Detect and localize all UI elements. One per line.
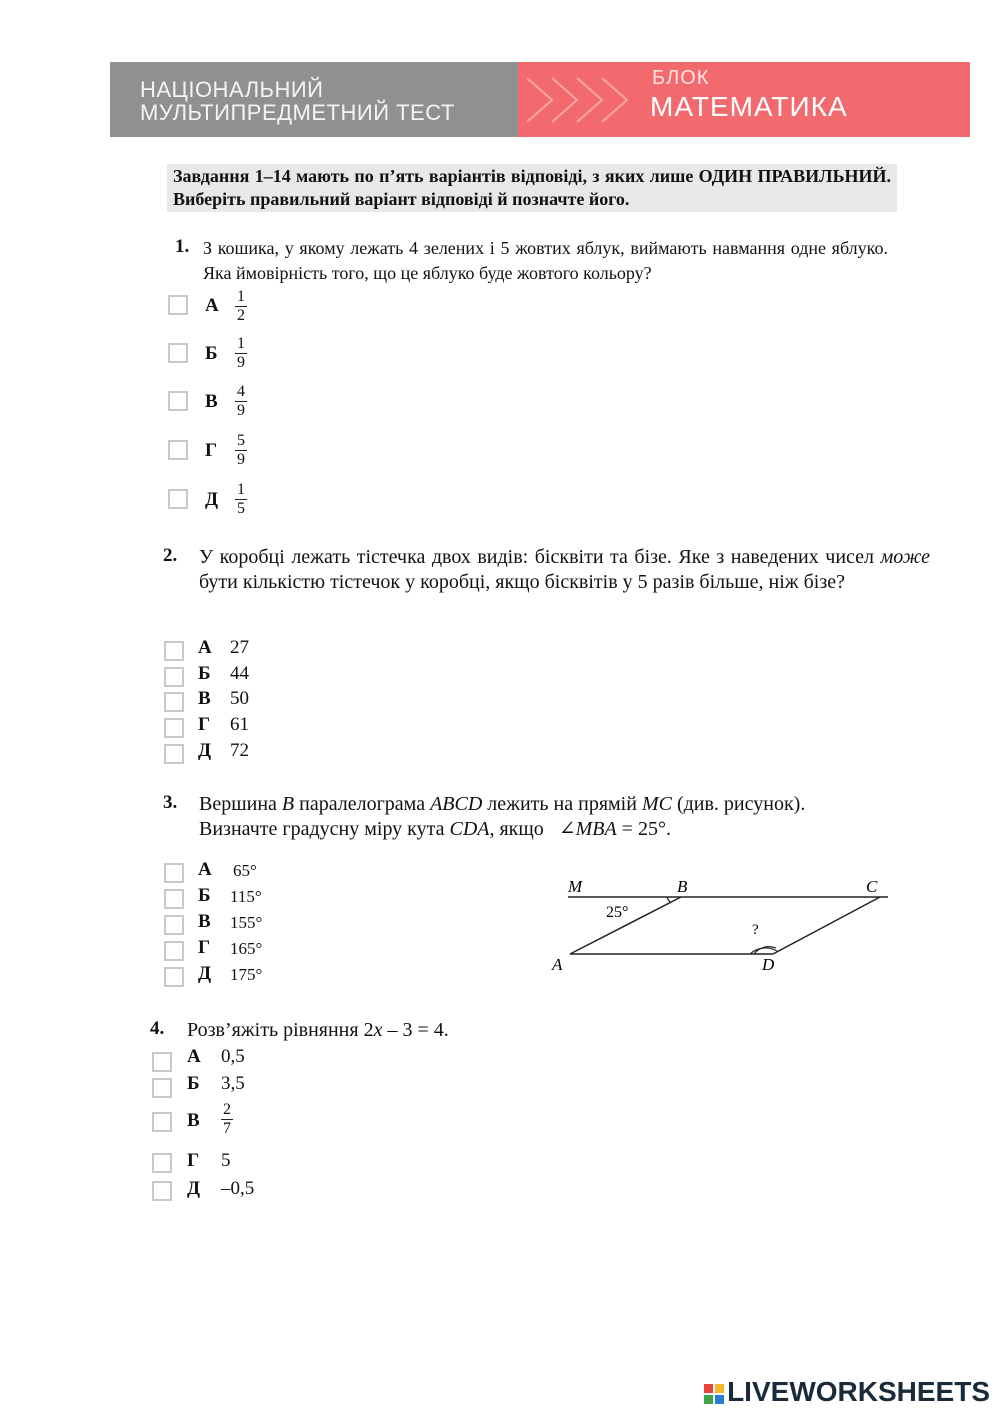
fraction-denominator: 9: [237, 354, 245, 371]
option-label: А: [187, 1046, 201, 1067]
option-value: –0,5: [221, 1178, 255, 1199]
answer-checkbox[interactable]: [164, 863, 184, 883]
point-label-d: D: [762, 955, 775, 974]
option-label: Г: [198, 714, 211, 735]
fraction-numerator: 1: [237, 481, 245, 498]
answer-checkbox[interactable]: [152, 1181, 172, 1201]
answer-checkbox[interactable]: [168, 295, 188, 315]
header-title-line1: НАЦІОНАЛЬНИЙ: [140, 77, 324, 102]
answer-checkbox[interactable]: [164, 889, 184, 909]
question-number: 1.: [175, 236, 190, 257]
liveworksheets-watermark: [704, 1376, 990, 1408]
option-value: 115°: [230, 887, 262, 906]
fraction-numerator: 1: [237, 335, 245, 352]
option-label: Д: [187, 1178, 201, 1199]
option-label: В: [187, 1110, 200, 1131]
option-fraction: [235, 383, 247, 420]
option-label: Г: [205, 440, 218, 461]
option-label: Б: [198, 885, 211, 906]
answer-checkbox[interactable]: [164, 967, 184, 987]
parallelogram-figure: [540, 870, 900, 980]
answer-checkbox[interactable]: [164, 915, 184, 935]
option-label: Б: [205, 343, 218, 364]
option-value: 165°: [230, 939, 263, 958]
point-label-a: A: [552, 955, 563, 974]
question-text: З кошика, у якому лежать 4 зелених і 5 жовтих яблук, виймають навмання одне яблуко. Яка ймовірність того, що це яблуко буде жовтого кольору?: [203, 238, 888, 283]
option-value: 27: [230, 637, 249, 658]
point-label-b: B: [677, 877, 688, 896]
option-label: А: [205, 295, 219, 316]
fraction-numerator: 5: [237, 432, 245, 449]
option-fraction: [235, 288, 247, 325]
fraction-denominator: 2: [237, 307, 245, 324]
angle-arc-mbA: [667, 897, 671, 903]
answer-checkbox[interactable]: [168, 440, 188, 460]
point-label-m: M: [568, 877, 583, 896]
option-fraction: [235, 481, 247, 518]
question-number: 2.: [163, 545, 178, 566]
option-label: Б: [187, 1073, 200, 1094]
option-value: 61: [230, 714, 249, 735]
option-label: Г: [198, 937, 211, 958]
fraction-numerator: 1: [237, 288, 245, 305]
option-value: 155°: [230, 913, 263, 932]
option-value: 65°: [233, 861, 257, 880]
option-fraction: [235, 335, 247, 372]
watermark-text: LIVEWORKSHEETS: [727, 1376, 990, 1407]
option-label: А: [198, 637, 212, 658]
question-number: 3.: [163, 792, 178, 813]
answer-checkbox[interactable]: [152, 1052, 172, 1072]
fraction-numerator: 4: [237, 383, 245, 400]
answer-checkbox[interactable]: [152, 1153, 172, 1173]
fraction-denominator: 7: [223, 1120, 231, 1137]
header-title-line2: МУЛЬТИПРЕДМЕТНИЙ ТЕСТ: [140, 100, 455, 125]
option-label: В: [205, 391, 218, 412]
answer-checkbox[interactable]: [164, 692, 184, 712]
answer-checkbox[interactable]: [152, 1078, 172, 1098]
option-value: 5: [221, 1150, 231, 1171]
option-label: Д: [198, 963, 212, 984]
fraction-denominator: 9: [237, 402, 245, 419]
option-label: В: [198, 911, 211, 932]
option-label: Д: [198, 740, 212, 761]
fraction-numerator: 2: [223, 1101, 231, 1118]
option-label: В: [198, 688, 211, 709]
question-text: У коробці лежать тістечка двох видів: бісквіти та бізе. Яке з наведених чисел може бути кількістю тістечок у коробці, якщо бісквітів у 5 разів більше, ніж бізе?: [199, 546, 930, 593]
option-label: Г: [187, 1150, 200, 1171]
option-label: А: [198, 859, 212, 880]
question-number: 4.: [150, 1018, 165, 1039]
angle-label-25: 25°: [606, 904, 629, 921]
option-fraction: [221, 1101, 233, 1138]
answer-checkbox[interactable]: [168, 391, 188, 411]
answer-checkbox[interactable]: [168, 343, 188, 363]
answer-checkbox[interactable]: [164, 667, 184, 687]
question-text: Вершина B паралелограма ABCD лежить на прямій MC (див. рисунок). Визначте градусну міру кута CDA, якщо ∠MBA = 25°.: [199, 793, 806, 840]
question-text: Розв’яжіть рівняння 2x – 3 = 4.: [187, 1019, 449, 1041]
instructions-box: Завдання 1–14 мають по п’ять варіантів відповіді, з яких лише ОДИН ПРАВИЛЬНИЙ. Виберіть правильний варіант відповіді й позначте його.: [167, 164, 897, 212]
option-value: 0,5: [221, 1046, 245, 1067]
liveworksheets-logo-icon: [704, 1384, 724, 1404]
option-value: 72: [230, 740, 249, 761]
option-value: 3,5: [221, 1073, 245, 1094]
fraction-denominator: 5: [237, 500, 245, 517]
answer-checkbox[interactable]: [164, 941, 184, 961]
option-label: Д: [205, 489, 219, 510]
chevron-arrows-icon: [522, 70, 642, 130]
option-fraction: [235, 432, 247, 469]
header-subject: МАТЕМАТИКА: [650, 91, 848, 122]
header-block-label: БЛОК: [652, 67, 710, 89]
option-label: Б: [198, 663, 211, 684]
answer-checkbox[interactable]: [168, 489, 188, 509]
answer-checkbox[interactable]: [164, 641, 184, 661]
point-label-c: C: [866, 877, 878, 896]
fraction-denominator: 9: [237, 451, 245, 468]
option-value: 175°: [230, 965, 263, 984]
answer-checkbox[interactable]: [164, 718, 184, 738]
angle-label-unknown: ?: [752, 922, 759, 938]
side-dc: [773, 897, 880, 954]
option-value: 50: [230, 688, 249, 709]
option-value: 44: [230, 663, 249, 684]
answer-checkbox[interactable]: [164, 744, 184, 764]
answer-checkbox[interactable]: [152, 1112, 172, 1132]
